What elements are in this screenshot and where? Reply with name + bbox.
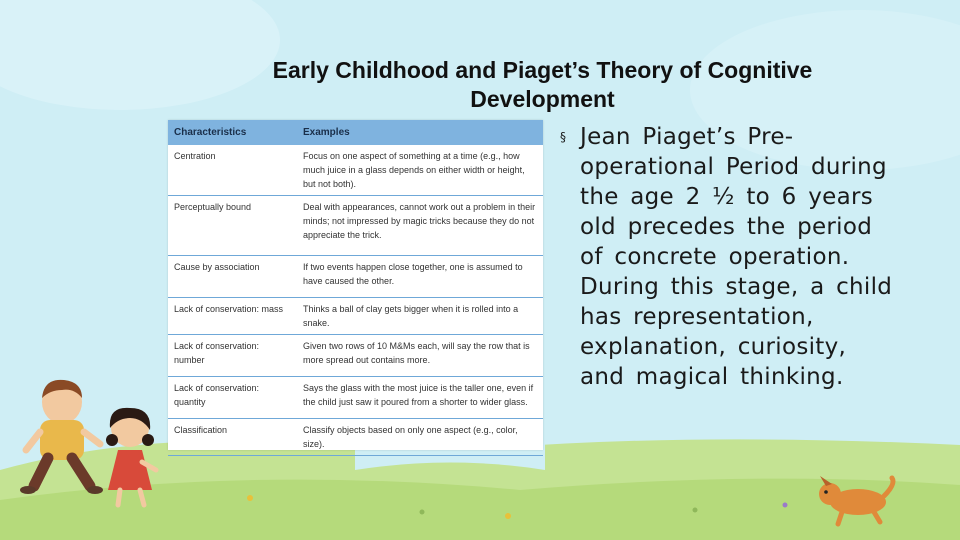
characteristic-cell: Cause by association — [168, 256, 297, 298]
characteristic-cell: Lack of conservation: quantity — [168, 377, 297, 419]
slide-title: Early Childhood and Piaget’s Theory of Cognitive Development — [272, 57, 813, 112]
table-row — [168, 145, 543, 196]
bullet-list — [560, 122, 900, 392]
example-cell: Deal with appearances, cannot work out a problem in their minds; not impressed by magic tricks because they do not appreciate the trick. — [297, 196, 543, 256]
table-row — [168, 196, 543, 256]
table-row — [168, 298, 543, 335]
characteristic-cell: Lack of conservation: number — [168, 335, 297, 377]
characteristic-cell: Lack of conservation: mass — [168, 298, 297, 335]
characteristic-cell: Classification — [168, 419, 297, 456]
example-cell: Thinks a ball of clay gets bigger when it is rolled into a snake. — [297, 298, 543, 335]
example-cell: Classify objects based on only one aspect (e.g., color, size). — [297, 419, 543, 456]
example-cell: Focus on one aspect of something at a time (e.g., how much juice in a glass depends on either width or height, but not both). — [297, 145, 543, 196]
column-header-characteristics: Characteristics — [168, 120, 297, 145]
bullet-icon: § — [560, 130, 567, 144]
bullet-text: Jean Piaget’s Pre-operational Period during the age 2 ½ to 6 years old precedes the period of concrete operation. During this stage, a child has representation, explanation, curiosity, and magical thinking. — [580, 124, 893, 390]
example-cell: If two events happen close together, one is assumed to have caused the other. — [297, 256, 543, 298]
bullet-item — [560, 122, 900, 392]
column-header-examples: Examples — [297, 120, 543, 145]
example-cell: Says the glass with the most juice is the taller one, even if the child just saw it poured from a shorter to wider glass. — [297, 377, 543, 419]
characteristics-table — [168, 120, 543, 456]
table-row — [168, 256, 543, 298]
table-header-row — [168, 120, 543, 145]
example-cell: Given two rows of 10 M&Ms each, will say the row that is more spread out contains more. — [297, 335, 543, 377]
table-row — [168, 335, 543, 377]
table-row — [168, 419, 543, 456]
table-row — [168, 377, 543, 419]
characteristic-cell: Centration — [168, 145, 297, 196]
characteristic-cell: Perceptually bound — [168, 196, 297, 256]
characteristics-table-card — [168, 120, 543, 450]
